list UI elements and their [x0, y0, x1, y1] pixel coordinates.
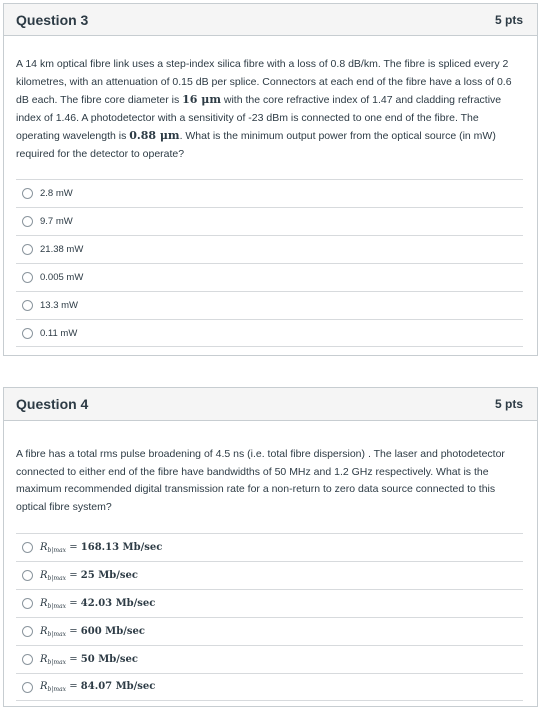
answer-option[interactable] [16, 533, 523, 561]
answer-value: 25 Mb/sec [80, 569, 138, 581]
math-subscript: b|max [47, 546, 67, 554]
math-equals: = [66, 569, 81, 581]
math-core-diameter: 16 μm [182, 93, 221, 106]
question-text-part: with the core refractive index of 1.47 and cladding refractive index of 1.46. A photodetector with a sensitivity of -23 dBm is connected to one end of the fibre. The operating wavelength is [16, 94, 502, 142]
question-title: Question 4 [16, 396, 89, 412]
answer-label[interactable]: 0.005 mW [40, 272, 84, 283]
math-equals: = [66, 597, 81, 609]
math-equals: = [66, 653, 81, 665]
radio-button[interactable] [22, 682, 33, 693]
answer-option[interactable] [16, 235, 523, 263]
question-3-answers [16, 179, 523, 347]
math-subscript: b|max [47, 630, 67, 638]
question-3-header [4, 4, 537, 36]
answer-value: 50 Mb/sec [80, 653, 138, 665]
radio-button[interactable] [22, 188, 33, 199]
answer-option[interactable] [16, 207, 523, 235]
answer-label[interactable]: 21.38 mW [40, 244, 84, 255]
radio-button[interactable] [22, 300, 33, 311]
question-title: Question 3 [16, 11, 89, 28]
answer-option[interactable] [16, 291, 523, 319]
radio-button[interactable] [22, 244, 33, 255]
math-subscript: b|max [47, 658, 67, 666]
answer-label[interactable]: 0.11 mW [40, 327, 78, 339]
answer-label[interactable] [40, 654, 138, 666]
answer-option[interactable] [16, 617, 523, 645]
question-3-card [3, 3, 538, 356]
math-symbol: R [40, 625, 48, 637]
answer-option[interactable] [16, 179, 523, 207]
question-4-text: A fibre has a total rms pulse broadening of 4.5 ns (i.e. total fibre dispersion) . The laser and photodetector connected to either end of the fibre have bandwidths of 50 MHz and 1.2 GHz respectively. What is the maximum recommended digital transmission rate for a non-return to zero data source connected to this optical fibre system? [16, 448, 505, 513]
answer-option[interactable] [16, 589, 523, 617]
radio-button[interactable] [22, 542, 33, 553]
answer-label[interactable] [40, 681, 155, 693]
question-4-answers [16, 533, 523, 701]
answer-label[interactable]: 2.8 mW [40, 188, 73, 199]
math-subscript: b|max [47, 574, 67, 582]
math-symbol: R [40, 569, 48, 581]
math-symbol: R [40, 653, 48, 665]
answer-label[interactable]: 13.3 mW [40, 300, 79, 311]
radio-button[interactable] [22, 598, 33, 609]
answer-label[interactable]: 9.7 mW [40, 216, 73, 227]
math-equals: = [66, 541, 81, 553]
question-4-card [3, 387, 538, 707]
question-text-part: . What is the minimum output power from the optical source (in mW) required for the detector to operate? [16, 130, 496, 160]
answer-option[interactable] [16, 263, 523, 291]
math-wavelength: 0.88 μm [129, 129, 180, 142]
answer-value: 168.13 Mb/sec [80, 541, 163, 553]
question-4-header [4, 388, 537, 421]
answer-option[interactable] [16, 673, 523, 701]
question-text-part: A 14 km optical fibre link uses a step-index silica fibre with a loss of 0.8 dB/km. The fibre is spliced every 2 kilometres, with an attenuation of 0.15 dB per splice. Connectors at each end of the fibre have a loss of 0.6 dB each. The fibre core diameter is [16, 58, 512, 106]
math-symbol: R [40, 681, 48, 692]
math-symbol: R [40, 597, 48, 609]
math-subscript: b|max [47, 686, 67, 693]
answer-option[interactable] [16, 561, 523, 589]
radio-button[interactable] [22, 216, 33, 227]
math-equals: = [66, 681, 81, 692]
radio-button[interactable] [22, 328, 33, 339]
answer-option[interactable] [16, 645, 523, 673]
question-points: 5 pts [494, 12, 523, 27]
answer-label[interactable] [40, 598, 155, 610]
answer-label[interactable] [40, 626, 145, 638]
question-points: 5 pts [494, 397, 523, 411]
math-subscript: b|max [47, 602, 67, 610]
answer-label[interactable] [40, 542, 162, 554]
answer-value: 84.07 Mb/sec [80, 681, 156, 692]
radio-button[interactable] [22, 570, 33, 581]
math-symbol: R [40, 541, 48, 553]
math-equals: = [66, 625, 81, 637]
answer-option[interactable] [16, 319, 523, 347]
answer-label[interactable] [40, 570, 138, 582]
radio-button[interactable] [22, 626, 33, 637]
radio-button[interactable] [22, 654, 33, 665]
answer-value: 600 Mb/sec [80, 625, 145, 637]
answer-value: 42.03 Mb/sec [80, 597, 156, 609]
question-3-text [16, 56, 523, 163]
radio-button[interactable] [22, 272, 33, 283]
